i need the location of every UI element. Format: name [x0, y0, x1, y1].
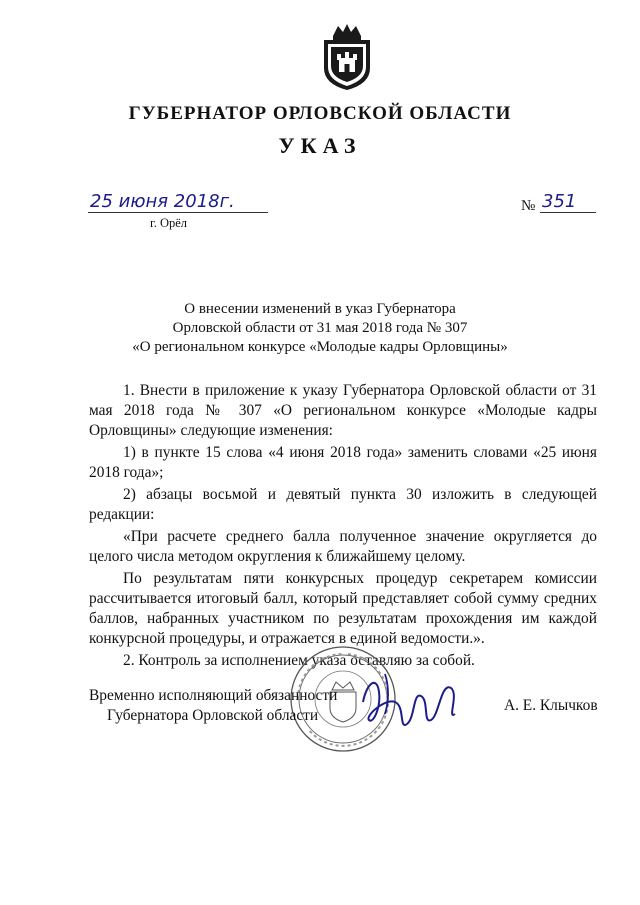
signatory-name: А. Е. Клычков	[504, 697, 598, 714]
body-paragraph: 1) в пункте 15 слова «4 июня 2018 года» заменить словами «25 июня 2018 года»;	[89, 444, 597, 481]
decree-subject	[100, 300, 540, 357]
body-paragraph: По результатам пяти конкурсных процедур секретарем комиссии рассчитывается итоговый балл, который представляет собой сумму средних баллов, набранных участником по результатам прохождения им каждой конкурсной процедуры, и отражается в единой ведомости.».	[89, 570, 597, 647]
number-label: №	[521, 198, 536, 214]
body-paragraph: «При расчете среднего балла полученное значение округляется до целого числа методом округления к ближайшему целому.	[89, 528, 597, 565]
decree-number: 351	[542, 191, 577, 212]
subject-line: Орловской области от 31 мая 2018 года № 307	[172, 320, 468, 336]
city-label: г. Орёл	[150, 216, 188, 230]
number-underline	[540, 212, 596, 213]
position-line: Временно исполняющий обязанности	[89, 687, 338, 704]
coat-of-arms-icon	[316, 22, 378, 92]
subject-line: «О региональном конкурсе «Молодые кадры Орловщины»	[132, 339, 508, 355]
decree-body	[89, 381, 597, 673]
handwritten-signature	[355, 662, 465, 738]
signatory-position	[89, 686, 337, 726]
body-paragraph: 2. Контроль за исполнением указа оставляю за собой.	[123, 652, 475, 669]
decree-date: 25 июня 2018г.	[90, 191, 235, 212]
date-underline	[88, 212, 268, 213]
position-line: Губернатора Орловской области	[107, 707, 319, 724]
subject-line: О внесении изменений в указ Губернатора	[184, 301, 456, 317]
document-type: УКАЗ	[278, 133, 362, 158]
issuing-authority: ГУБЕРНАТОР ОРЛОВСКОЙ ОБЛАСТИ	[128, 103, 512, 124]
body-paragraph: 1. Внести в приложение к указу Губернатора Орловской области от 31 мая 2018 года № 307 «О региональном конкурсе «Молодые кадры Орловщины» следующие изменения:	[89, 382, 597, 439]
body-paragraph: 2) абзацы восьмой и девятый пункта 30 изложить в следующей редакции:	[89, 486, 597, 523]
